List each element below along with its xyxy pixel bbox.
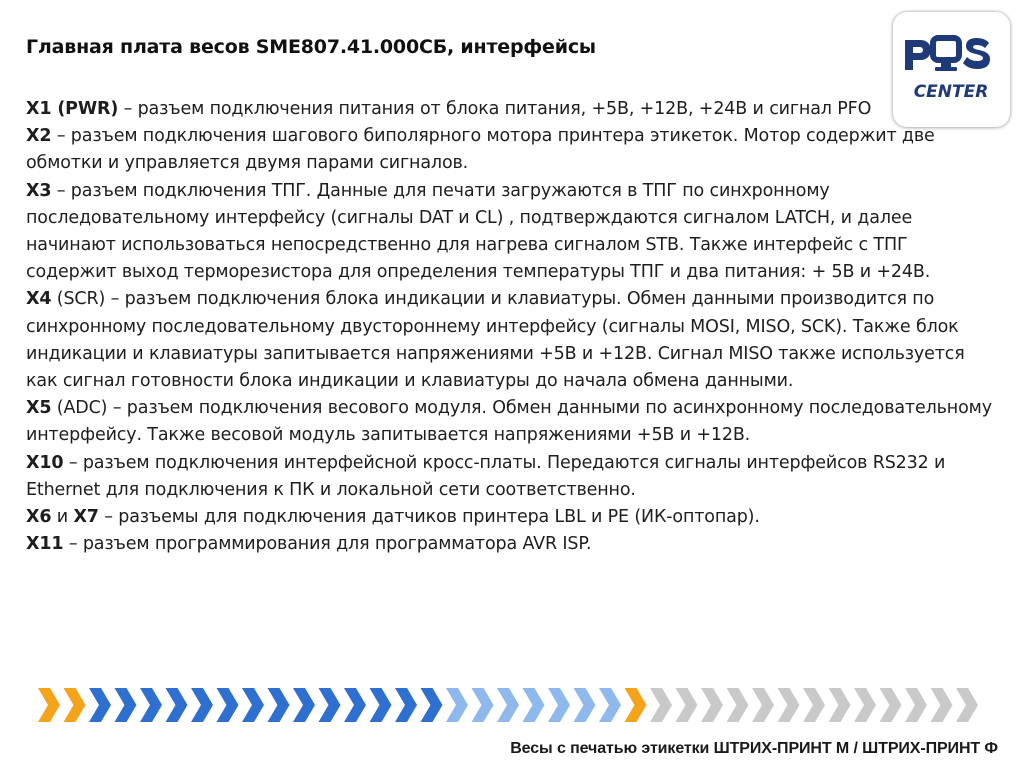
- chevron-shape: [115, 688, 137, 722]
- chevron-shape: [574, 688, 596, 722]
- connector-key: X11: [26, 534, 64, 555]
- footer-caption: Весы с печатью этикетки ШТРИХ-ПРИНТ М / ШТРИХ-ПРИНТ Ф: [510, 740, 998, 757]
- connector-description: – разъем подключения интерфейсной кросс-платы. Передаются сигналы интерфейсов RS232 и Ethernet для подключения к ПК и локальной сети соответственно.: [26, 452, 946, 500]
- chevron-shape: [370, 688, 392, 722]
- chevron-shape: [497, 688, 519, 722]
- connector-paragraph-x6: [26, 504, 1001, 531]
- connector-paragraph-x1: [26, 96, 1001, 123]
- chevron-shape: [319, 688, 341, 722]
- chevron-shape: [650, 688, 672, 722]
- chevron-shape: [38, 688, 60, 722]
- chevron-decoration-bar: [38, 685, 998, 725]
- logo-center-text: CENTER: [913, 82, 989, 102]
- chevron-shape: [446, 688, 468, 722]
- connector-key: X3: [26, 180, 52, 201]
- chevron-shape: [421, 688, 443, 722]
- connector-paragraph-x5: [26, 395, 1001, 449]
- connector-key: X5: [26, 398, 52, 419]
- chevron-shape: [905, 688, 927, 722]
- connector-description: – разъем подключения весового модуля. Обмен данными по асинхронному последовательному интерфейсу. Также весовой модуль запитывается напряжениями +5В и +12В.: [26, 398, 992, 446]
- chevron-shape: [217, 688, 239, 722]
- chevron-shape: [701, 688, 723, 722]
- chevron-shape: [803, 688, 825, 722]
- chevron-shape: [931, 688, 953, 722]
- connector-description: – разъем подключения блока индикации и клавиатуры. Обмен данными производится по синхронному последовательному двустороннему интерфейсу (сигналы MOSI, MISO, SCK). Также блок индикации и клавиатуры запитывается напряжениями +5В и +12В. Сигнал MISO также используется как сигнал готовности блока индикации и клавиатуры до начала обмена данными.: [26, 289, 965, 392]
- chevron-shape: [293, 688, 315, 722]
- connector-key: X6: [26, 507, 52, 528]
- connector-key: X10: [26, 452, 64, 473]
- connector-paragraph-x3: [26, 178, 1001, 287]
- chevron-shape: [472, 688, 494, 722]
- chevron-shape: [395, 688, 417, 722]
- interface-description: [26, 96, 1001, 558]
- chevron-shape: [752, 688, 774, 722]
- chevron-shape: [676, 688, 698, 722]
- chevron-shape: [89, 688, 111, 722]
- connector-qualifier: (SCR): [51, 289, 106, 310]
- chevron-shape: [829, 688, 851, 722]
- chevron-shape: [854, 688, 876, 722]
- connector-key: X4: [26, 289, 52, 310]
- connector-description: и: [51, 507, 74, 528]
- chevron-shape: [778, 688, 800, 722]
- chevron-shape: [191, 688, 213, 722]
- connector-description: – разъем подключения питания от блока питания, +5В, +12В, +24В и сигнал PFO: [118, 99, 872, 119]
- connector-paragraph-x2: [26, 123, 1001, 177]
- connector-description: – разъем подключения шагового биполярного мотора принтера этикеток. Мотор содержит две обмотки и управляется двумя парами сигналов.: [26, 126, 935, 174]
- connector-paragraph-x4: [26, 286, 1001, 395]
- chevron-shape: [956, 688, 978, 722]
- connector-paragraph-x10: [26, 450, 1001, 504]
- chevron-shape: [523, 688, 545, 722]
- chevron-shape: [599, 688, 621, 722]
- chevron-shape: [727, 688, 749, 722]
- connector-key: X7: [73, 507, 99, 528]
- chevron-shape: [140, 688, 162, 722]
- connector-description: – разъем подключения ТПГ. Данные для печати загружаются в ТПГ по синхронному последовательному интерфейсу (сигналы DAT и CL) , подтверждаются сигналом LATCH, и далее начинают использоваться непосредственно для нагрева сигналом STB. Также интерфейс с ТПГ содержит выход терморезистора для определения температуры ТПГ и два питания: + 5В и +24В.: [26, 180, 931, 283]
- connector-paragraph-x11: [26, 531, 1001, 558]
- chevron-shape: [242, 688, 264, 722]
- chevron-shape: [64, 688, 86, 722]
- chevron-shape: [548, 688, 570, 722]
- chevron-shape: [166, 688, 188, 722]
- connector-description: – разъемы для подключения датчиков принтера LBL и PE (ИК-оптопар).: [98, 507, 760, 528]
- connector-description: – разъем программирования для программатора AVR ISP.: [63, 534, 592, 555]
- connector-key: X2: [26, 126, 52, 147]
- connector-qualifier: (PWR): [51, 99, 119, 119]
- chevron-shape: [880, 688, 902, 722]
- page-title: Главная плата весов SME807.41.000СБ, интерфейсы: [26, 36, 596, 58]
- chevron-shape: [344, 688, 366, 722]
- chevron-shape: [625, 688, 647, 722]
- connector-key: X1: [26, 99, 52, 119]
- chevron-shape: [268, 688, 290, 722]
- connector-qualifier: (ADC): [51, 398, 108, 419]
